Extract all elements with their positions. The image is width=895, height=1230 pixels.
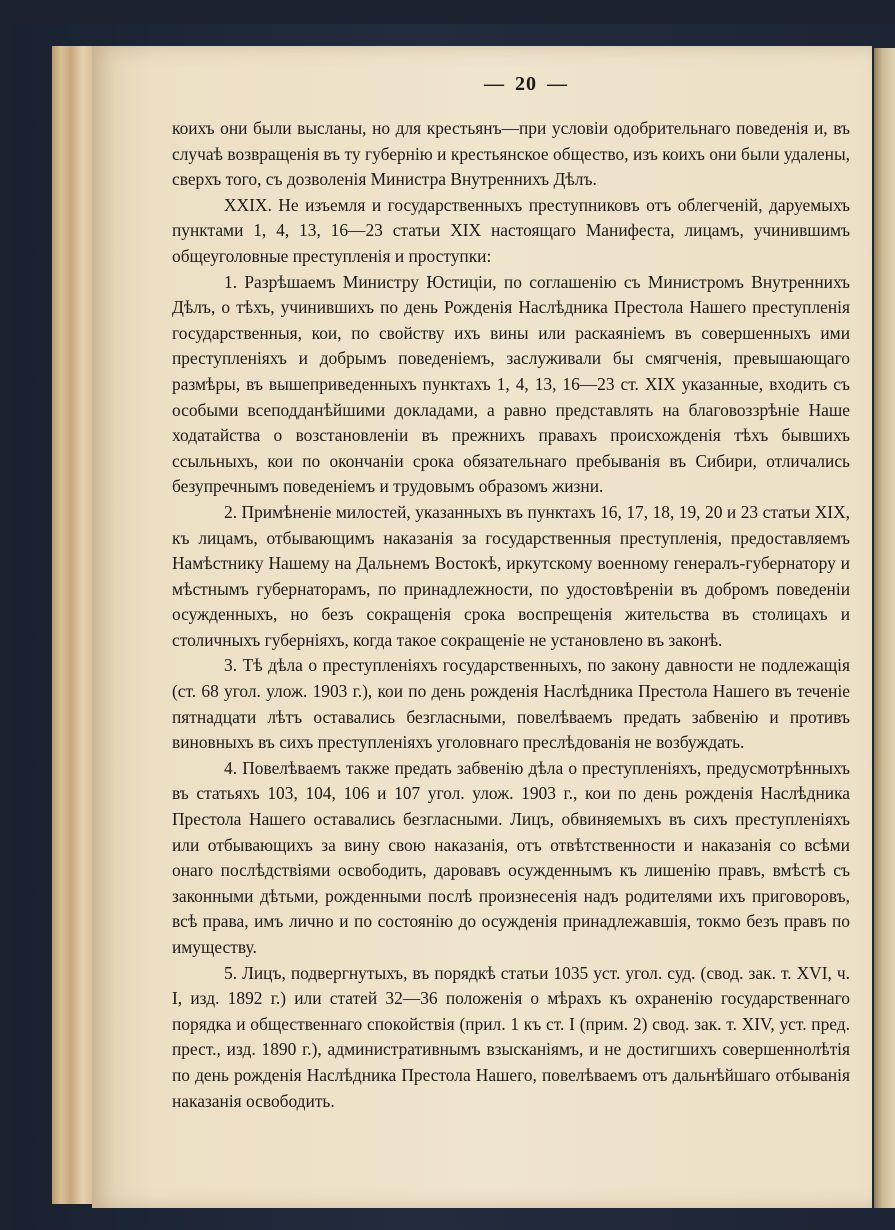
- paragraph-item-4: 4. Повелѣваемъ также предать забвенію дѣла о преступленіяхъ, предусмотрѣнныхъ въ статьяхъ 103, 104, 106 и 107 угол. улож. 1903 г., кои по день рожденія Наслѣдника Престола Нашего оставались безгласными. Лицъ, обвиняемыхъ въ сихъ преступленіяхъ или отбывающихъ за вину свою наказанія, отъ отвѣтственности и наказанія со всѣми онаго послѣдствіями освободить, даровавъ осужденнымъ къ лишенію правъ, вмѣстѣ съ законными дѣтьми, рожденными послѣ произнесенія надъ родителями ихъ приговоровъ, всѣ права, имъ лично и по состоянію до осужденія принадлежавшія, токмо безъ правъ по имуществу.: [172, 757, 850, 957]
- paragraph-item-2: 2. Примѣненіе милостей, указанныхъ въ пунктахъ 16, 17, 18, 19, 20 и 23 статьи XIX, къ лицамъ, отбывающимъ наказанія за государственныя преступленія, предоставляемъ Намѣстнику Нашему на Дальнемъ Востокѣ, иркутскому военному генералъ-губернатору и мѣстнымъ губернаторамъ, по принадлежности, по удостовѣреніи въ добромъ поведеніи осужденныхъ, но безъ сокращенія срока воспрещенія жительства въ столицахъ и столичныхъ губерніяхъ, когда такое сокращеніе не установлено въ законѣ.: [172, 501, 850, 650]
- paragraph-item-5: 5. Лицъ, подвергнутыхъ, въ порядкѣ статьи 1035 уст. угол. суд. (свод. зак. т. XVI, ч. I, изд. 1892 г.) или статей 32—36 положенія о мѣрахъ къ охраненію государственнаго порядка и общественнаго спокойствія (прил. 1 къ ст. I (прим. 2) свод. зак. т. XIV, уст. пред. прест., изд. 1890 г.), административнымъ взысканіямъ, и не достигшихъ совершеннолѣтія по день рожденія Наслѣдника Престола Нашего, повелѣваемъ отъ дальнѣйшаго отбыванія наказанія освободить.: [172, 962, 850, 1111]
- page-number-prefix: —: [484, 73, 505, 95]
- paragraph-article-xxix: XXIX. Не изъемля и государственныхъ преступниковъ отъ облегченій, даруемыхъ пунктами 1, 4, 13, 16—23 статьи XIX настоящаго Манифеста, лицамъ, учинившимъ общеуголовные преступленія и проступки:: [172, 194, 850, 266]
- page-number: [202, 72, 850, 98]
- paragraph-item-3: 3. Тѣ дѣла о преступленіяхъ государственныхъ, по закону давности не подлежащія (ст. 68 угол. улож. 1903 г.), кои по день рожденія Наслѣдника Престола Нашего въ теченіе пятнадцати лѣтъ оставались безгласными, повелѣваемъ предать забвенію и противъ виновныхъ въ сихъ преступленіяхъ уголовнаго преслѣдованія не возбуждать.: [172, 655, 850, 753]
- paragraph-item-1: 1. Разрѣшаемъ Министру Юстиціи, по соглашенію съ Министромъ Внутреннихъ Дѣлъ, о тѣхъ, учинившихъ по день Рожденія Наслѣдника Престола Нашего преступленія государственныя, кои, по свойству ихъ вины или раскаяніемъ въ совершенныхъ ими преступленіяхъ и добрымъ поведеніемъ, заслуживали бы смягченія, превышающаго размѣры, въ вышеприведенныхъ пунктахъ 1, 4, 13, 16—23 ст. XIX указанные, входить съ особыми всеподданѣйшими докладами, а равно представлять на благовоззрѣніе Наше ходатайства о возстановленіи въ прежнихъ правахъ происхожденія тѣхъ бывшихъ ссыльныхъ, кои по окончаніи срока обязательнаго пребыванія въ Сибири, отличались безупречнымъ поведеніемъ и трудовымъ образомъ жизни.: [172, 271, 850, 497]
- page-number-suffix: —: [547, 73, 568, 95]
- paragraph-continuation: коихъ они были высланы, но для крестьянъ—при условіи одобрительнаго поведенія и, въ случаѣ возвращенія въ ту губернію и крестьянское общество, изъ коихъ они были удалены, сверхъ того, съ дозволенія Министра Внутреннихъ Дѣлъ.: [172, 118, 850, 190]
- adjacent-page-edge: [874, 48, 895, 1208]
- page-text: [172, 72, 850, 1114]
- page-number-value: 20: [515, 73, 537, 95]
